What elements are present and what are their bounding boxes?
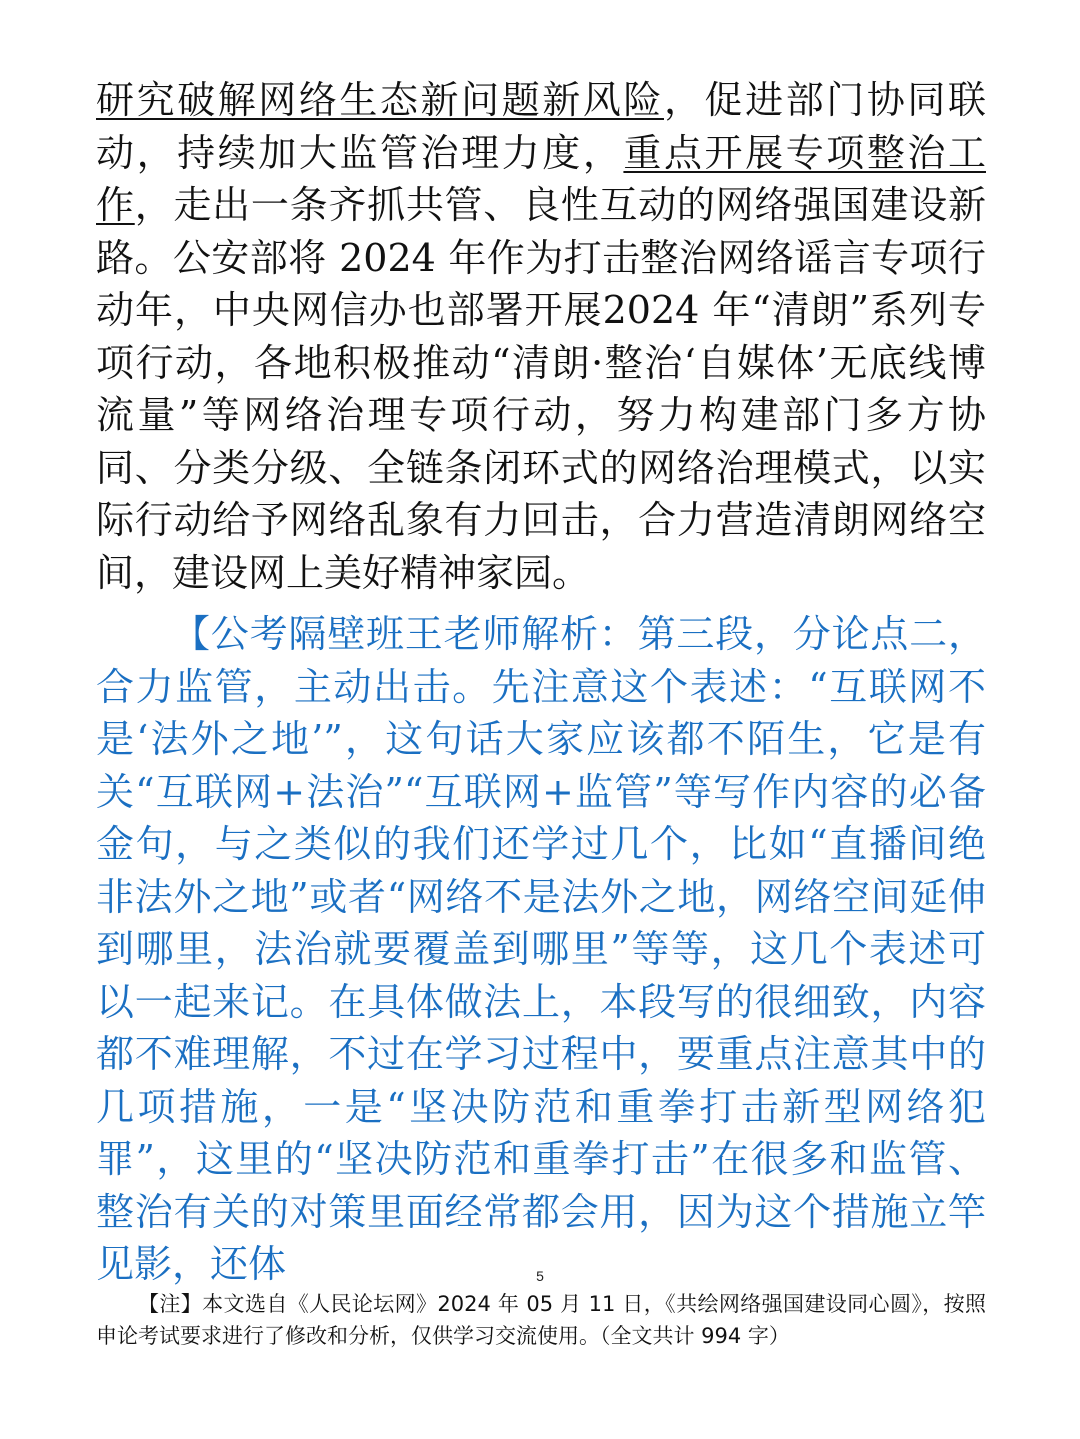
underlined-phrase-1: 研究破解网络生态新问题新风险 <box>96 78 664 122</box>
body-paragraph <box>96 74 986 599</box>
underlined-phrase-2: 重点开展专项整治工作 <box>96 130 986 227</box>
analysis-paragraph: 【公考隔壁班王老师解析：第三段，分论点二，合力监管，主动出击。先注意这个表述：“互联网不是‘法外之地’”，这句话大家应该都不陌生，它是有关“互联网+法治”“互联网+监管”等写作内容的必备金句，与之类似的我们还学过几个，比如“直播间绝非法外之地”或者“网络不是法外之地，网络空间延伸到哪里，法治就要覆盖到哪里”等等，这几个表述可以一起来记。在具体做法上，本段写的很细致，内容都不难理解，不过在学习过程中，要重点注意其中的几项措施，一是“坚决防范和重拳打击新型网络犯罪”，这里的“坚决防范和重拳打击”在很多和监管、整治有关的对策里面经常都会用，因为这个措施立竿见影，还体 <box>96 612 986 1286</box>
footnote: 【注】本文选自《人民论坛网》2024 年 05 月 11 日，《共绘网络强国建设同心圆》，按照申论考试要求进行了修改和分析，仅供学习交流使用。（全文共计 994 字） <box>96 1292 986 1348</box>
page-number: 5 <box>536 1268 544 1284</box>
body-text-segment-2: ，走出一条齐抓共管、良性互动的网络强国建设新路。公安部将 2024 年作为打击整治网络谣言专项行动年，中央网信办也部署开展2024 年“清朗”系列专项行动，各地积极推动“清朗·整治‘自媒体’无底线博流量”等网络治理专项行动，努力构建部门多方协同、分类分级、全链条闭环式的网络治理模式，以实际行动给予网络乱象有力回击，合力营造清朗网络空间，建设网上美好精神家园。 <box>96 183 986 595</box>
body-text-segment-1: ，促进部门协同联动，持续加大监管治理力度， <box>96 78 986 175</box>
